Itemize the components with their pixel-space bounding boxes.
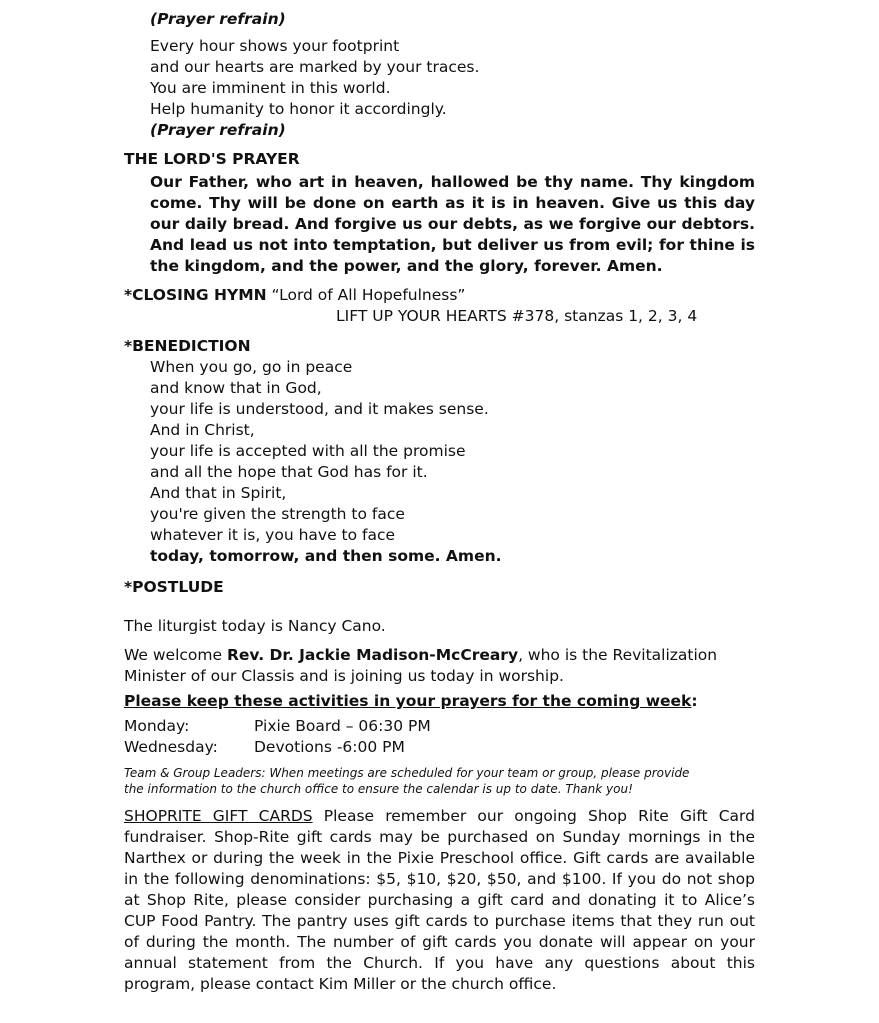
leaders-note-line-1: Team & Group Leaders: When meetings are scheduled for your team or group, please provide xyxy=(124,766,690,780)
benediction-line: When you go, go in peace xyxy=(150,358,353,376)
prayer-line: You are imminent in this world. xyxy=(150,79,391,97)
activity-day: Wednesday: xyxy=(124,738,218,756)
prayer-line: and our hearts are marked by your traces. xyxy=(150,58,480,76)
welcome-name: Rev. Dr. Jackie Madison-McCreary xyxy=(226,646,519,664)
activity-row xyxy=(124,737,405,758)
welcome-line-2: Minister of our Classis and is joining us today in worship. xyxy=(124,667,564,685)
benediction-line: whatever it is, you have to face xyxy=(150,526,396,544)
activity-row xyxy=(124,716,431,737)
prayer-refrain-bottom: (Prayer refrain) xyxy=(150,121,286,139)
welcome-prefix: We welcome xyxy=(124,646,227,664)
activities-heading: Please keep these activities in your prayers for the coming week xyxy=(124,692,692,710)
benediction-closing-line: today, tomorrow, and then some. Amen. xyxy=(150,547,502,565)
closing-hymn-title: “Lord of All Hopefulness” xyxy=(271,286,466,304)
benediction-line: And that in Spirit, xyxy=(150,484,287,502)
shoprite-paragraph xyxy=(124,806,755,995)
benediction-line: and know that in God, xyxy=(150,379,322,397)
activities-colon: : xyxy=(691,692,698,710)
liturgist-note: The liturgist today is Nancy Cano. xyxy=(124,617,386,635)
shoprite-heading: SHOPRITE GIFT CARDS xyxy=(124,807,313,825)
benediction-line: And in Christ, xyxy=(150,421,255,439)
welcome-line-1 xyxy=(124,645,717,666)
activities-heading-line xyxy=(124,691,698,712)
closing-hymn-reference: LIFT UP YOUR HEARTS #378, stanzas 1, 2, 3, 4 xyxy=(336,307,698,325)
prayer-refrain-top: (Prayer refrain) xyxy=(150,10,286,28)
lords-prayer-text: Our Father, who art in heaven, hallowed be thy name. Thy kingdom come. Thy will be done on earth as it is in heaven. Give us this day our daily bread. And forgive us our debts, as we forgive our debtors. And lead us not into temptation, but deliver us from evil; for thine is the kingdom, and the power, and the glory, forever. Amen. xyxy=(150,173,755,275)
benediction-line: your life is understood, and it makes sense. xyxy=(150,400,489,418)
benediction-line: and all the hope that God has for it. xyxy=(150,463,428,481)
closing-hymn-line xyxy=(124,285,465,306)
postlude-heading: *POSTLUDE xyxy=(124,578,224,596)
prayer-line: Every hour shows your footprint xyxy=(150,37,400,55)
benediction-line: your life is accepted with all the promise xyxy=(150,442,466,460)
lords-prayer-heading: THE LORD'S PRAYER xyxy=(124,150,300,168)
activity-day: Monday: xyxy=(124,717,190,735)
prayer-line: Help humanity to honor it accordingly. xyxy=(150,100,447,118)
welcome-suffix: , who is the Revitalization xyxy=(518,646,718,664)
activity-event: Devotions -6:00 PM xyxy=(254,738,405,756)
benediction-line: you're given the strength to face xyxy=(150,505,405,523)
benediction-heading: *BENEDICTION xyxy=(124,337,251,355)
leaders-note-line-2: the information to the church office to ensure the calendar is up to date. Thank you! xyxy=(124,782,633,796)
shoprite-text: Please remember our ongoing Shop Rite Gift Card fundraiser. Shop-Rite gift cards may be purchased on Sunday mornings in the Narthex or during the week in the Pixie Preschool office. Gift cards are available in the following denominations: $5, $10, $20, $50, and $100. If you do not shop at Shop Rite, please consider purchasing a gift card and donating it to Alice’s CUP Food Pantry. The pantry uses gift cards to purchase items that they run out of during the month. The number of gift cards you donate will appear on your annual statement from the Church. If you have any questions about this program, please contact Kim Miller or the church office. xyxy=(124,807,755,993)
activity-event: Pixie Board – 06:30 PM xyxy=(254,717,431,735)
closing-hymn-heading: *CLOSING HYMN xyxy=(124,286,267,304)
